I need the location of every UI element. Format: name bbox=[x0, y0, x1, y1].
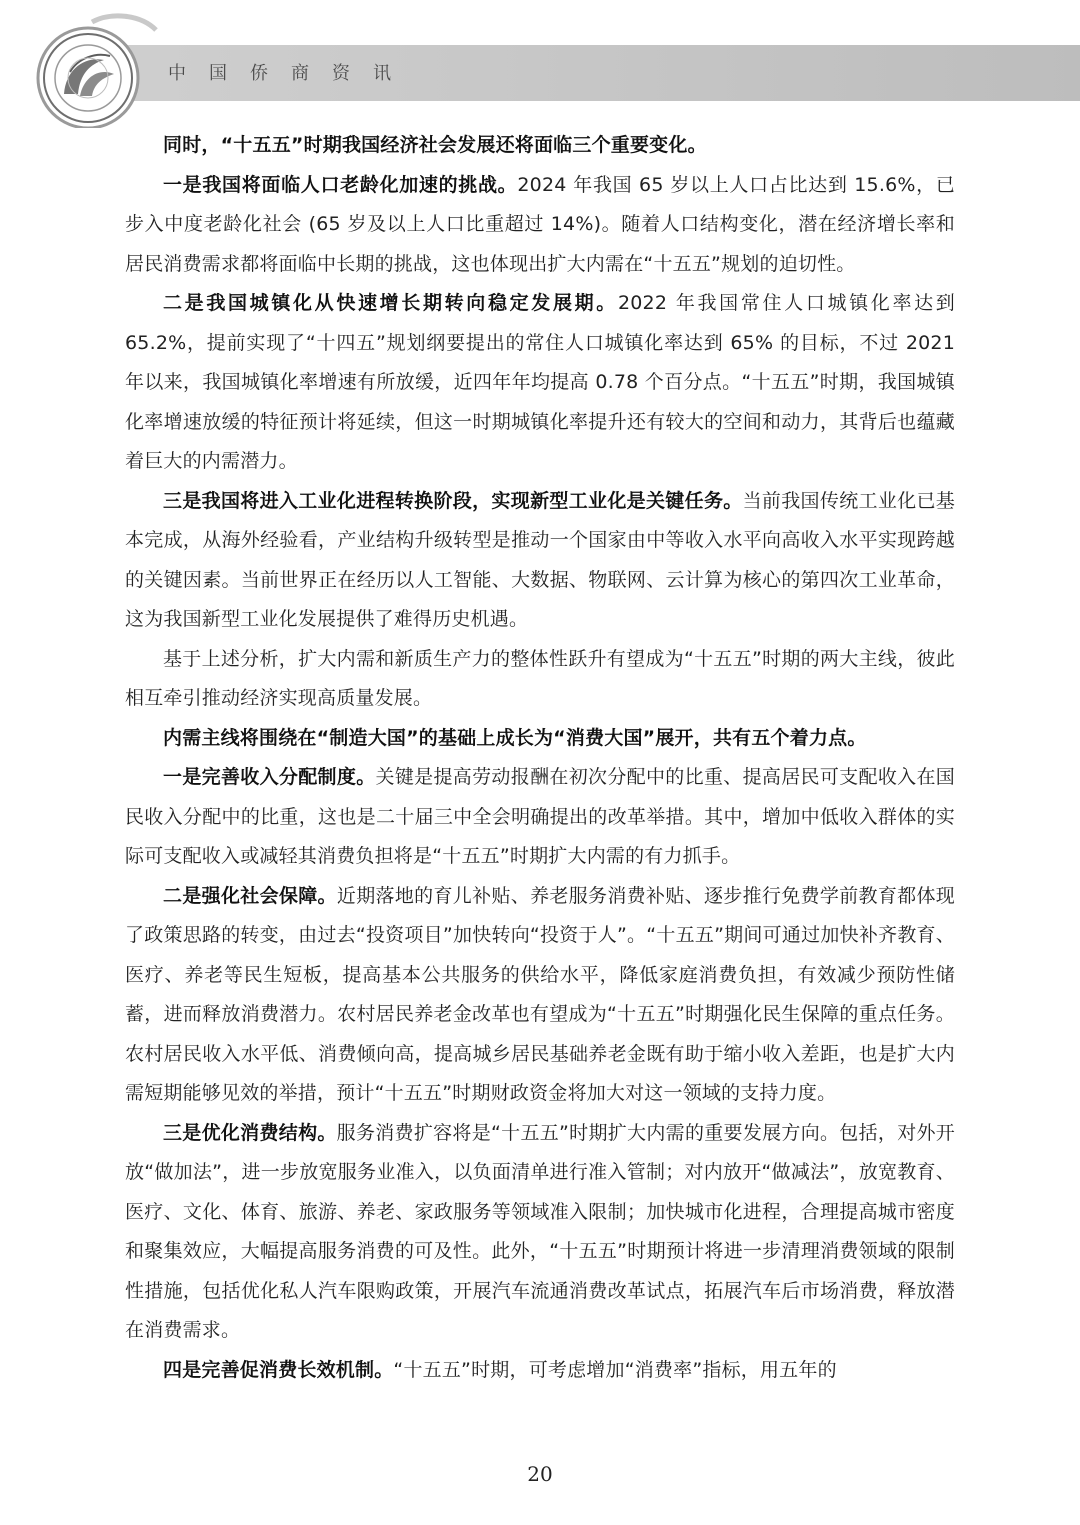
article-body bbox=[125, 126, 955, 1390]
paragraph-lead: 一是完善收入分配制度。 bbox=[163, 766, 376, 788]
paragraph bbox=[125, 126, 955, 166]
page-header bbox=[0, 0, 1080, 125]
paragraph-text: 2022 年我国常住人口城镇化率达到 65.2%，提前实现了“十四五”规划纲要提出的常住人口城镇化率达到 65% 的目标，不过 2021 年以来，我国城镇化率增速有所放缓，近四年年均提高 0.78 个百分点。“十五五”时期，我国城镇化率增速放缓的特征预计将延续，但这一时期城镇化率提升还有较大的空间和动力，其背后也蕴藏着巨大的内需潜力。 bbox=[125, 292, 956, 472]
paragraph bbox=[125, 719, 955, 759]
paragraph-lead: 四是完善促消费长效机制。 bbox=[163, 1358, 394, 1381]
paragraph-text: 服务消费扩容将是“十五五”时期扩大内需的重要发展方向。包括，对外开放“做加法”，进一步放宽服务业准入，以负面清单进行准入管制；对内放开“做减法”，放宽教育、医疗、文化、体育、旅游、养老、家政服务等领域准入限制；加快城市化进程，合理提高城市密度和聚集效应，大幅提高服务消费的可及性。此外，“十五五”时期预计将进一步清理消费领域的限制性措施，包括优化私人汽车限购政策，开展汽车流通消费改革试点，拓展汽车后市场消费，释放潜在消费需求。 bbox=[125, 1121, 955, 1341]
paragraph bbox=[125, 482, 955, 640]
paragraph-text: 2024 年我国 65 岁以上人口占比达到 15.6%，已步入中度老龄化社会 (65 岁及以上人口比重超过 14%)。随着人口结构变化，潜在经济增长率和居民消费需求都将面临中长期的挑战，这也体现出扩大内需在“十五五”规划的迫切性。 bbox=[125, 173, 955, 275]
paragraph-lead: 同时，“十五五”时期我国经济社会发展还将面临三个重要变化。 bbox=[163, 134, 707, 156]
paragraph-text: 关键是提高劳动报酬在初次分配中的比重、提高居民可支配收入在国民收入分配中的比重，这也是二十届三中全会明确提出的改革举措。其中，增加中低收入群体的实际可支配收入或减轻其消费负担将是“十五五”时期扩大内需的有力抓手。 bbox=[125, 766, 955, 867]
paragraph bbox=[125, 877, 955, 1114]
paragraph-lead: 三是我国将进入工业化进程转换阶段，实现新型工业化是关键任务。 bbox=[163, 489, 743, 512]
paragraph-text: 当前我国传统工业化已基本完成，从海外经验看，产业结构升级转型是推动一个国家由中等收入水平向高收入水平实现跨越的关键因素。当前世界正在经历以人工智能、大数据、物联网、云计算为核心的第四次工业革命，这为我国新型工业化发展提供了难得历史机遇。 bbox=[125, 489, 955, 630]
paragraph-text: 基于上述分析，扩大内需和新质生产力的整体性跃升有望成为“十五五”时期的两大主线，彼此相互牵引推动经济实现高质量发展。 bbox=[125, 647, 955, 709]
paragraph-lead: 三是优化消费结构。 bbox=[163, 1121, 337, 1144]
paragraph-text: 近期落地的育儿补贴、养老服务消费补贴、逐步推行免费学前教育都体现了政策思路的转变，由过去“投资项目”加快转向“投资于人”。“十五五”期间可通过加快补齐教育、医疗、养老等民生短板，提高基本公共服务的供给水平，降低家庭消费负担，有效减少预防性储蓄，进而释放消费潜力。农村居民养老金改革也有望成为“十五五”时期强化民生保障的重点任务。农村居民收入水平低、消费倾向高，提高城乡居民基础养老金既有助于缩小收入差距，也是扩大内需短期能够见效的举措，预计“十五五”时期财政资金将加大对这一领域的支持力度。 bbox=[125, 884, 955, 1104]
paragraph bbox=[125, 640, 955, 719]
paragraph-lead: 二是我国城镇化从快速增长期转向稳定发展期。 bbox=[163, 292, 618, 314]
paragraph bbox=[125, 166, 955, 285]
federation-logo-icon bbox=[30, 8, 160, 128]
paragraph-lead: 二是强化社会保障。 bbox=[163, 884, 337, 907]
paragraph bbox=[125, 1114, 955, 1351]
paragraph bbox=[125, 758, 955, 877]
paragraph-lead: 内需主线将围绕在“制造大国”的基础上成长为“消费大国”展开，共有五个着力点。 bbox=[163, 726, 867, 749]
paragraph bbox=[125, 284, 955, 482]
publication-title: 中国侨商资讯 bbox=[168, 63, 414, 84]
page-number: 20 bbox=[527, 1462, 553, 1486]
paragraph-lead: 一是我国将面临人口老龄化加速的挑战。 bbox=[163, 173, 518, 196]
paragraph bbox=[125, 1351, 955, 1391]
paragraph-text: “十五五”时期，可考虑增加“消费率”指标，用五年的 bbox=[393, 1358, 837, 1381]
